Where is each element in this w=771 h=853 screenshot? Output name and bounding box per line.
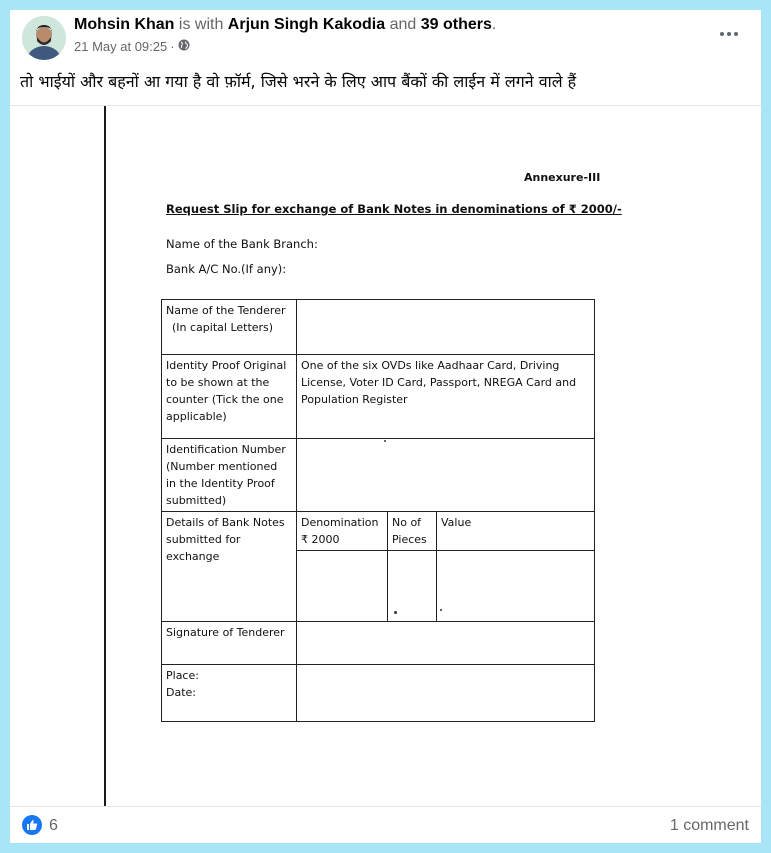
pieces-label-line: Pieces — [392, 533, 427, 546]
author-line — [74, 16, 496, 34]
notes-label-line: Details of Bank Notes — [166, 516, 285, 529]
place-date-label-cell — [162, 665, 297, 722]
period: . — [491, 16, 497, 33]
identity-label-line: applicable) — [166, 410, 227, 423]
field-account-number: Bank A/C No.(If any): — [166, 262, 287, 276]
signature-value-cell — [297, 622, 595, 665]
post-footer — [10, 807, 761, 843]
place-label: Place: — [166, 669, 199, 682]
notes-label-cell — [162, 512, 297, 622]
idnum-label-line: Identification Number — [166, 443, 286, 456]
author-name[interactable]: Mohsin Khan — [74, 16, 175, 33]
denomination-value: ₹ 2000 — [301, 533, 340, 546]
avatar[interactable] — [22, 16, 66, 60]
identity-label-line: to be shown at the — [166, 376, 270, 389]
annexure-label: Annexure-III — [524, 171, 601, 184]
others-link[interactable]: 39 others — [420, 16, 492, 33]
post-timestamp[interactable]: 21 May at 09:25 — [74, 39, 168, 54]
signature-label: Signature of Tenderer — [166, 626, 285, 639]
scan-speck — [394, 611, 397, 614]
post-card — [10, 10, 761, 843]
identity-label-line: Identity Proof Original — [166, 359, 287, 372]
idnum-label-cell — [162, 439, 297, 512]
identity-value-line: License, Voter ID Card, Passport, NREGA Card and — [301, 376, 577, 389]
idnum-label-line: submitted) — [166, 494, 227, 507]
notes-label-line: submitted for — [166, 533, 241, 546]
more-dot-icon — [727, 32, 731, 36]
request-slip-table — [161, 299, 595, 722]
pieces-header-cell — [388, 512, 437, 551]
denomination-entry-cell — [297, 551, 388, 622]
value-entry-cell — [437, 551, 595, 622]
pieces-label-line: No of — [392, 516, 422, 529]
avatar-image — [22, 16, 66, 60]
place-date-value-cell — [297, 665, 595, 722]
denomination-label: Denomination — [301, 516, 379, 529]
tenderer-label: Name of the Tenderer — [166, 304, 286, 317]
field-bank-branch: Name of the Bank Branch: — [166, 237, 318, 251]
meta-separator: · — [170, 39, 175, 54]
more-options-button[interactable] — [715, 22, 743, 46]
scan-speck — [384, 440, 386, 442]
tenderer-sublabel: (In capital Letters) — [172, 321, 274, 334]
reactions-count[interactable]: 6 — [49, 817, 58, 834]
tagged-user[interactable]: Arjun Singh Kakodia — [227, 16, 386, 33]
with-text: is with — [178, 16, 224, 33]
identity-value-line: One of the six OVDs like Aadhaar Card, Driving — [301, 359, 560, 372]
identity-label-line: counter (Tick the one — [166, 393, 284, 406]
notes-label-line: exchange — [166, 550, 220, 563]
post-header — [10, 10, 761, 70]
denomination-header-cell — [297, 512, 388, 551]
document-title: Request Slip for exchange of Bank Notes in denominations of ₹ 2000/- — [166, 202, 622, 216]
identity-value-line: Population Register — [301, 393, 408, 406]
tenderer-value-cell — [297, 300, 595, 355]
globe-icon[interactable] — [178, 39, 190, 54]
page-edge — [104, 106, 106, 806]
value-header-cell — [437, 512, 595, 551]
post-text: तो भाईयों और बहनों आ गया है वो फ़ॉर्म, जिसे भरने के लिए आप बैंकों की लाईन में लगने वाले हैं — [20, 72, 577, 91]
more-dot-icon — [734, 32, 738, 36]
and-text: and — [389, 16, 417, 33]
post-meta — [74, 39, 190, 54]
post-image-document[interactable] — [10, 105, 761, 807]
signature-label-cell — [162, 622, 297, 665]
identity-value-cell — [297, 355, 595, 439]
idnum-label-line: in the Identity Proof — [166, 477, 275, 490]
value-label: Value — [441, 516, 472, 529]
scan-speck — [440, 609, 442, 611]
more-dot-icon — [720, 32, 724, 36]
tenderer-label-cell — [162, 300, 297, 355]
thumbs-up-icon[interactable] — [22, 815, 42, 835]
date-label: Date: — [166, 686, 196, 699]
idnum-label-line: (Number mentioned — [166, 460, 278, 473]
idnum-value-cell — [297, 439, 595, 512]
identity-label-cell — [162, 355, 297, 439]
comments-count-link[interactable]: 1 comment — [669, 817, 749, 834]
